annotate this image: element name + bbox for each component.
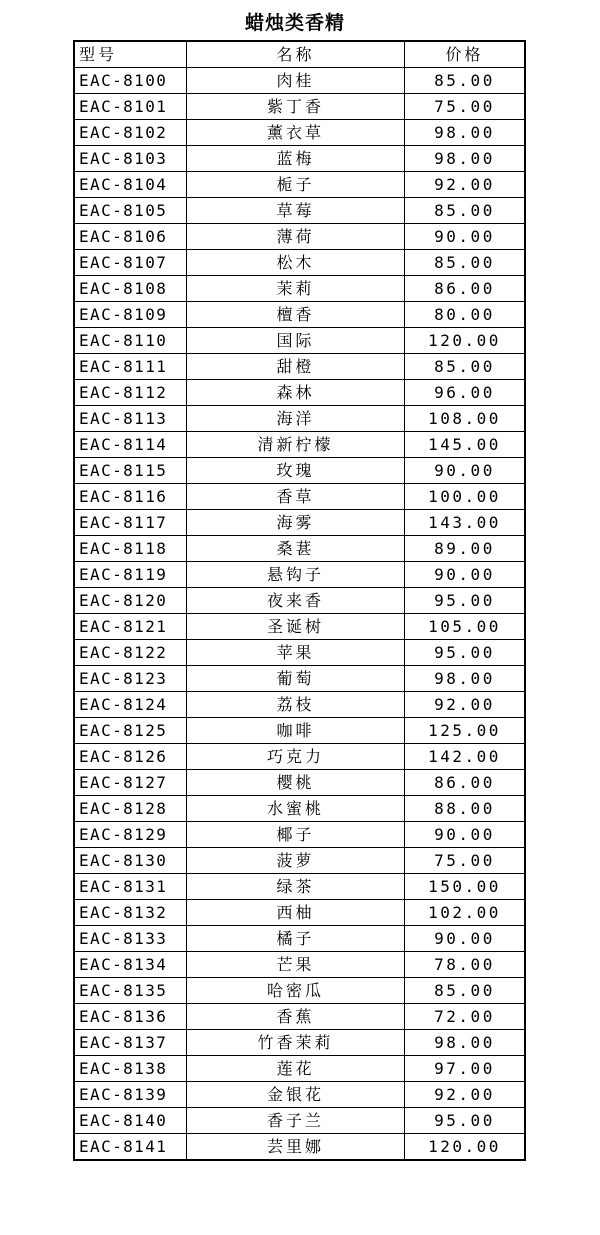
table-row	[74, 68, 525, 94]
price-cell: 98.00	[405, 666, 526, 692]
model-cell: EAC-8105	[74, 198, 187, 224]
price-cell: 85.00	[405, 198, 526, 224]
price-cell: 75.00	[405, 94, 526, 120]
price-cell: 90.00	[405, 926, 526, 952]
price-cell: 100.00	[405, 484, 526, 510]
table-row	[74, 458, 525, 484]
model-cell: EAC-8108	[74, 276, 187, 302]
model-cell: EAC-8102	[74, 120, 187, 146]
header-price: 价格	[405, 41, 526, 68]
name-cell: 金银花	[187, 1082, 405, 1108]
table-row	[74, 250, 525, 276]
name-cell: 薰衣草	[187, 120, 405, 146]
price-cell: 97.00	[405, 1056, 526, 1082]
price-cell: 98.00	[405, 1030, 526, 1056]
model-cell: EAC-8104	[74, 172, 187, 198]
model-cell: EAC-8117	[74, 510, 187, 536]
model-cell: EAC-8122	[74, 640, 187, 666]
table-row	[74, 744, 525, 770]
table-row	[74, 640, 525, 666]
price-cell: 89.00	[405, 536, 526, 562]
table-row	[74, 510, 525, 536]
name-cell: 檀香	[187, 302, 405, 328]
model-cell: EAC-8140	[74, 1108, 187, 1134]
table-header-row	[74, 41, 525, 68]
price-cell: 98.00	[405, 120, 526, 146]
name-cell: 紫丁香	[187, 94, 405, 120]
name-cell: 莲花	[187, 1056, 405, 1082]
price-cell: 150.00	[405, 874, 526, 900]
model-cell: EAC-8106	[74, 224, 187, 250]
price-cell: 95.00	[405, 1108, 526, 1134]
model-cell: EAC-8134	[74, 952, 187, 978]
table-row	[74, 484, 525, 510]
price-cell: 85.00	[405, 354, 526, 380]
table-row	[74, 666, 525, 692]
model-cell: EAC-8111	[74, 354, 187, 380]
table-row	[74, 1030, 525, 1056]
model-cell: EAC-8129	[74, 822, 187, 848]
name-cell: 苹果	[187, 640, 405, 666]
page-title: 蜡烛类香精	[244, 12, 345, 34]
table-row	[74, 198, 525, 224]
model-cell: EAC-8112	[74, 380, 187, 406]
price-cell: 90.00	[405, 822, 526, 848]
name-cell: 国际	[187, 328, 405, 354]
price-cell: 142.00	[405, 744, 526, 770]
table-row	[74, 354, 525, 380]
name-cell: 悬钩子	[187, 562, 405, 588]
table-row	[74, 380, 525, 406]
price-cell: 85.00	[405, 68, 526, 94]
name-cell: 荔枝	[187, 692, 405, 718]
name-cell: 绿茶	[187, 874, 405, 900]
table-row	[74, 978, 525, 1004]
model-cell: EAC-8141	[74, 1134, 187, 1161]
name-cell: 甜橙	[187, 354, 405, 380]
name-cell: 水蜜桃	[187, 796, 405, 822]
price-cell: 90.00	[405, 458, 526, 484]
name-cell: 海雾	[187, 510, 405, 536]
table-row	[74, 1082, 525, 1108]
table-body	[74, 68, 525, 1161]
price-table	[73, 40, 526, 1161]
table-row	[74, 406, 525, 432]
table-row	[74, 848, 525, 874]
table-row	[74, 146, 525, 172]
model-cell: EAC-8127	[74, 770, 187, 796]
name-cell: 草莓	[187, 198, 405, 224]
price-cell: 120.00	[405, 328, 526, 354]
table-row	[74, 1134, 525, 1161]
table-row	[74, 562, 525, 588]
price-cell: 85.00	[405, 250, 526, 276]
name-cell: 哈密瓜	[187, 978, 405, 1004]
price-cell: 96.00	[405, 380, 526, 406]
table-row	[74, 172, 525, 198]
model-cell: EAC-8139	[74, 1082, 187, 1108]
name-cell: 橘子	[187, 926, 405, 952]
name-cell: 巧克力	[187, 744, 405, 770]
name-cell: 西柚	[187, 900, 405, 926]
table-row	[74, 692, 525, 718]
model-cell: EAC-8114	[74, 432, 187, 458]
price-cell: 98.00	[405, 146, 526, 172]
price-cell: 145.00	[405, 432, 526, 458]
model-cell: EAC-8110	[74, 328, 187, 354]
table-row	[74, 1056, 525, 1082]
table-row	[74, 1004, 525, 1030]
price-cell: 85.00	[405, 978, 526, 1004]
model-cell: EAC-8124	[74, 692, 187, 718]
table-row	[74, 718, 525, 744]
model-cell: EAC-8103	[74, 146, 187, 172]
model-cell: EAC-8130	[74, 848, 187, 874]
model-cell: EAC-8128	[74, 796, 187, 822]
name-cell: 桑葚	[187, 536, 405, 562]
name-cell: 葡萄	[187, 666, 405, 692]
name-cell: 玫瑰	[187, 458, 405, 484]
name-cell: 香草	[187, 484, 405, 510]
table-row	[74, 1108, 525, 1134]
name-cell: 清新柠檬	[187, 432, 405, 458]
price-cell: 95.00	[405, 588, 526, 614]
name-cell: 夜来香	[187, 588, 405, 614]
model-cell: EAC-8109	[74, 302, 187, 328]
table-row	[74, 796, 525, 822]
table-row	[74, 770, 525, 796]
table-row	[74, 822, 525, 848]
header-model: 型号	[74, 41, 187, 68]
price-cell: 108.00	[405, 406, 526, 432]
model-cell: EAC-8137	[74, 1030, 187, 1056]
table-row	[74, 276, 525, 302]
table-row	[74, 588, 525, 614]
model-cell: EAC-8138	[74, 1056, 187, 1082]
name-cell: 蓝梅	[187, 146, 405, 172]
model-cell: EAC-8133	[74, 926, 187, 952]
name-cell: 香蕉	[187, 1004, 405, 1030]
price-cell: 86.00	[405, 276, 526, 302]
name-cell: 芒果	[187, 952, 405, 978]
model-cell: EAC-8121	[74, 614, 187, 640]
price-cell: 90.00	[405, 562, 526, 588]
name-cell: 香子兰	[187, 1108, 405, 1134]
name-cell: 菠萝	[187, 848, 405, 874]
model-cell: EAC-8120	[74, 588, 187, 614]
price-cell: 102.00	[405, 900, 526, 926]
model-cell: EAC-8135	[74, 978, 187, 1004]
price-cell: 95.00	[405, 640, 526, 666]
table-row	[74, 224, 525, 250]
model-cell: EAC-8101	[74, 94, 187, 120]
table-row	[74, 536, 525, 562]
name-cell: 芸里娜	[187, 1134, 405, 1161]
model-cell: EAC-8107	[74, 250, 187, 276]
table-row	[74, 328, 525, 354]
name-cell: 茉莉	[187, 276, 405, 302]
model-cell: EAC-8100	[74, 68, 187, 94]
table-row	[74, 432, 525, 458]
model-cell: EAC-8136	[74, 1004, 187, 1030]
price-cell: 92.00	[405, 692, 526, 718]
table-row	[74, 952, 525, 978]
price-cell: 75.00	[405, 848, 526, 874]
name-cell: 樱桃	[187, 770, 405, 796]
header-name: 名称	[187, 41, 405, 68]
name-cell: 栀子	[187, 172, 405, 198]
price-cell: 86.00	[405, 770, 526, 796]
price-cell: 88.00	[405, 796, 526, 822]
model-cell: EAC-8119	[74, 562, 187, 588]
model-cell: EAC-8125	[74, 718, 187, 744]
model-cell: EAC-8131	[74, 874, 187, 900]
price-cell: 120.00	[405, 1134, 526, 1161]
price-cell: 143.00	[405, 510, 526, 536]
price-cell: 92.00	[405, 172, 526, 198]
table-row	[74, 614, 525, 640]
model-cell: EAC-8115	[74, 458, 187, 484]
model-cell: EAC-8126	[74, 744, 187, 770]
name-cell: 肉桂	[187, 68, 405, 94]
model-cell: EAC-8116	[74, 484, 187, 510]
table-row	[74, 94, 525, 120]
model-cell: EAC-8113	[74, 406, 187, 432]
table-row	[74, 900, 525, 926]
name-cell: 森林	[187, 380, 405, 406]
price-cell: 80.00	[405, 302, 526, 328]
price-cell: 78.00	[405, 952, 526, 978]
table-row	[74, 874, 525, 900]
model-cell: EAC-8132	[74, 900, 187, 926]
table-row	[74, 120, 525, 146]
model-cell: EAC-8123	[74, 666, 187, 692]
name-cell: 圣诞树	[187, 614, 405, 640]
table-row	[74, 302, 525, 328]
name-cell: 海洋	[187, 406, 405, 432]
price-cell: 92.00	[405, 1082, 526, 1108]
price-cell: 125.00	[405, 718, 526, 744]
name-cell: 松木	[187, 250, 405, 276]
name-cell: 椰子	[187, 822, 405, 848]
name-cell: 咖啡	[187, 718, 405, 744]
table-row	[74, 926, 525, 952]
name-cell: 薄荷	[187, 224, 405, 250]
name-cell: 竹香茉莉	[187, 1030, 405, 1056]
price-cell: 90.00	[405, 224, 526, 250]
model-cell: EAC-8118	[74, 536, 187, 562]
price-cell: 105.00	[405, 614, 526, 640]
price-cell: 72.00	[405, 1004, 526, 1030]
